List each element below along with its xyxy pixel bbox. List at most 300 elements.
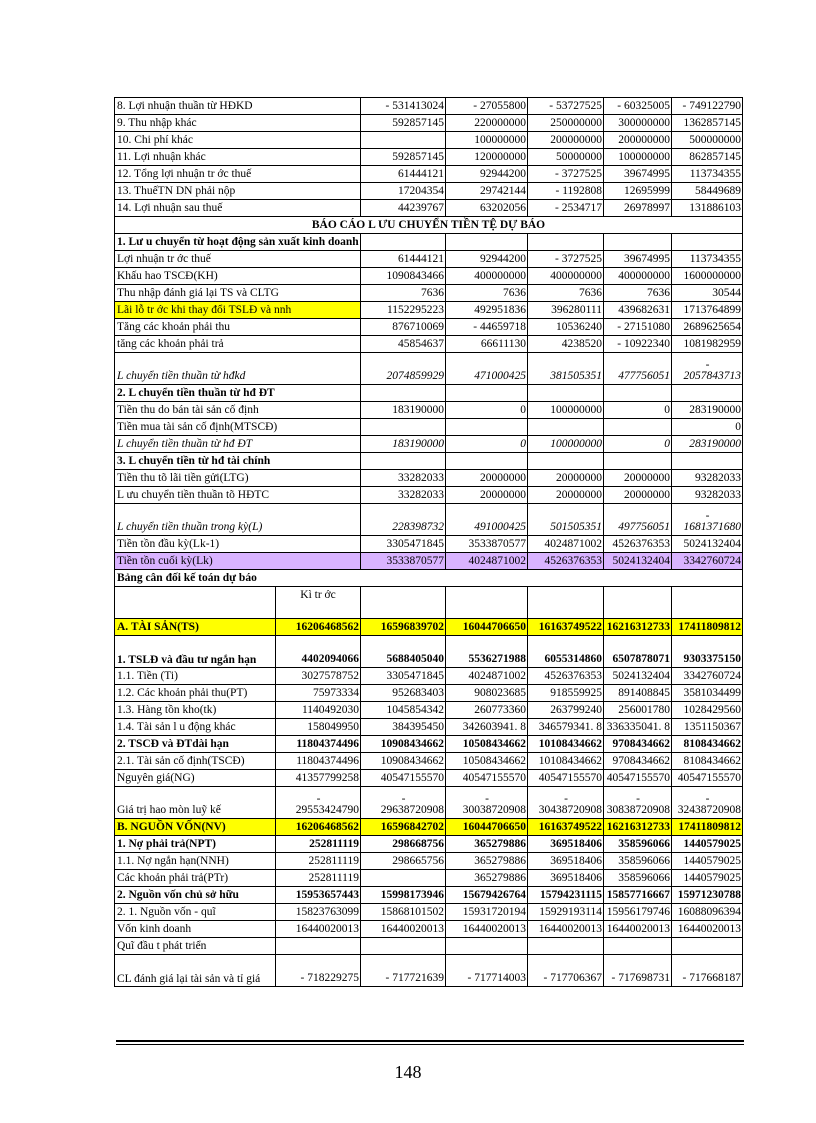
value-cell: 369518406 — [528, 836, 604, 853]
value-cell: 20000000 — [528, 470, 604, 487]
table-row — [115, 668, 743, 685]
table-row — [115, 870, 743, 887]
table-row — [115, 453, 743, 470]
value-cell: 9303375150 — [672, 636, 743, 668]
table-row — [115, 385, 743, 402]
value-cell: 862857145 — [672, 149, 743, 166]
table-row — [115, 536, 743, 553]
value-cell: 20000000 — [528, 487, 604, 504]
value-cell: 12695999 — [604, 183, 672, 200]
value-cell: 0 — [446, 436, 528, 453]
value-cell: 92944200 — [446, 251, 528, 268]
value-cell: 1351150367 — [672, 719, 743, 736]
value-cell: - 717698731 — [604, 955, 672, 987]
row-label: 1.2. Các khoản phải thu(PT) — [115, 685, 276, 702]
table-row — [115, 217, 743, 234]
table-row — [115, 853, 743, 870]
value-cell — [446, 787, 528, 819]
value-text: 2057843713 — [683, 370, 742, 382]
value-cell: 16440020013 — [276, 921, 361, 938]
row-label: Tăng các khoản phải thu — [115, 319, 361, 336]
value-cell: 1090843466 — [361, 268, 446, 285]
value-cell: 501505351 — [528, 504, 604, 536]
value-cell: 298665756 — [361, 853, 446, 870]
value-cell: 3027578752 — [276, 668, 361, 685]
value-cell: 113734355 — [672, 166, 743, 183]
value-cell — [604, 419, 672, 436]
value-cell: 2074859929 — [361, 353, 446, 385]
table-row — [115, 904, 743, 921]
empty-cell — [672, 385, 743, 402]
value-cell: 0 — [672, 419, 743, 436]
value-cell: 1440579025 — [672, 870, 743, 887]
value-cell: 400000000 — [446, 268, 528, 285]
value-cell: 15679426764 — [446, 887, 528, 904]
value-cell: 16163749522 — [528, 819, 604, 836]
value-cell: 61444121 — [361, 166, 446, 183]
empty-cell — [528, 234, 604, 251]
value-cell: - 717714003 — [446, 955, 528, 987]
value-cell: 365279886 — [446, 870, 528, 887]
value-cell: 298668756 — [361, 836, 446, 853]
value-cell: 50000000 — [528, 149, 604, 166]
section-heading: 2. L chuyển tiền thuần từ hđ ĐT — [115, 385, 361, 402]
table-row — [115, 268, 743, 285]
row-label: 1. Nợ phải trả(NPT) — [115, 836, 276, 853]
value-cell: 16044706650 — [446, 819, 528, 836]
row-label: 2. Nguồn vốn chủ sở hữu — [115, 887, 276, 904]
value-cell: 93282033 — [672, 470, 743, 487]
row-label: 14. Lợi nhuận sau thuế — [115, 200, 361, 217]
value-cell: 33282033 — [361, 470, 446, 487]
value-cell: 396280111 — [528, 302, 604, 319]
value-text: 32438720908 — [677, 804, 742, 816]
page-number: 148 — [394, 1062, 422, 1082]
value-cell: 1362857145 — [672, 115, 743, 132]
value-cell: 4402094066 — [276, 636, 361, 668]
value-cell: 15794231115 — [528, 887, 604, 904]
value-cell — [361, 870, 446, 887]
value-cell: 1028429560 — [672, 702, 743, 719]
row-label: Tiền tồn cuối kỳ(Lk) — [115, 553, 361, 570]
row-label: 11. Lợi nhuận khác — [115, 149, 361, 166]
value-cell — [672, 938, 743, 955]
value-cell: 10108434662 — [528, 753, 604, 770]
value-cell: 4238520 — [528, 336, 604, 353]
value-cell: 44239767 — [361, 200, 446, 217]
table-row — [115, 770, 743, 787]
table-row — [115, 685, 743, 702]
value-cell: 45854637 — [361, 336, 446, 353]
value-cell: 283190000 — [672, 436, 743, 453]
table-row — [115, 719, 743, 736]
value-cell: 3533870577 — [361, 553, 446, 570]
value-cell — [361, 938, 446, 955]
value-cell: 66611130 — [446, 336, 528, 353]
value-cell: 365279886 — [446, 853, 528, 870]
value-cell: 592857145 — [361, 115, 446, 132]
footer-rule-thin — [116, 1044, 744, 1045]
value-cell: - 717721639 — [361, 955, 446, 987]
value-cell: 891408845 — [604, 685, 672, 702]
value-cell: 1140492030 — [276, 702, 361, 719]
row-label: Thu nhập đánh giá lại TS và CLTG — [115, 285, 361, 302]
value-cell: 3342760724 — [672, 553, 743, 570]
table-row — [115, 251, 743, 268]
value-cell — [604, 787, 672, 819]
row-label: 1. TSLĐ và đầu tư ngắn hạn — [115, 636, 276, 668]
value-cell: 100000000 — [528, 402, 604, 419]
value-cell: 492951836 — [446, 302, 528, 319]
value-cell: - 10922340 — [604, 336, 672, 353]
value-cell: 9708434662 — [604, 736, 672, 753]
value-cell: 0 — [604, 436, 672, 453]
value-cell: 26978997 — [604, 200, 672, 217]
value-cell: - 44659718 — [446, 319, 528, 336]
value-cell: 92944200 — [446, 166, 528, 183]
value-cell: 17411809812 — [672, 819, 743, 836]
table-row — [115, 487, 743, 504]
table-row — [115, 285, 743, 302]
row-label: Nguyên giá(NG) — [115, 770, 276, 787]
value-cell: 58449689 — [672, 183, 743, 200]
value-cell: 7636 — [361, 285, 446, 302]
row-label: 1.3. Hàng tồn kho(tk) — [115, 702, 276, 719]
value-cell: 358596066 — [604, 870, 672, 887]
value-cell: 6055314860 — [528, 636, 604, 668]
empty-cell — [604, 385, 672, 402]
table-row — [115, 553, 743, 570]
section-heading: 1. Lư u chuyển từ hoạt động sản xuất kinh doanh — [115, 234, 361, 251]
row-label: Tiền tồn đầu kỳ(Lk-1) — [115, 536, 361, 553]
row-label: Quĩ đầu t phát triển — [115, 938, 276, 955]
value-text: 30838720908 — [606, 804, 671, 816]
value-cell: 400000000 — [528, 268, 604, 285]
value-cell: 283190000 — [672, 402, 743, 419]
empty-cell — [446, 234, 528, 251]
balance-sheet-title: Bảng cân đối kế toán dự báo — [115, 570, 743, 587]
value-cell: 183190000 — [361, 436, 446, 453]
dash-mark: - — [564, 793, 568, 805]
table-row — [115, 570, 743, 587]
value-cell: 8108434662 — [672, 736, 743, 753]
value-cell: 16206468562 — [276, 819, 361, 836]
value-cell: 158049950 — [276, 719, 361, 736]
table-row — [115, 938, 743, 955]
value-cell: 40547155570 — [446, 770, 528, 787]
value-cell: 39674995 — [604, 166, 672, 183]
value-cell: 15956179746 — [604, 904, 672, 921]
value-cell: 63202056 — [446, 200, 528, 217]
value-cell: 15953657443 — [276, 887, 361, 904]
table-row — [115, 753, 743, 770]
value-cell: 16206468562 — [276, 619, 361, 636]
value-cell: 5024132404 — [604, 553, 672, 570]
value-cell: 384395450 — [361, 719, 446, 736]
table-row — [115, 200, 743, 217]
empty-cell — [528, 453, 604, 470]
value-cell: 15929193114 — [528, 904, 604, 921]
value-cell: 5688405040 — [361, 636, 446, 668]
value-cell: - 60325005 — [604, 98, 672, 115]
value-cell: 4526376353 — [528, 668, 604, 685]
value-cell: 1440579025 — [672, 836, 743, 853]
value-cell: 16440020013 — [604, 921, 672, 938]
value-cell — [672, 353, 743, 385]
value-cell: 20000000 — [604, 487, 672, 504]
row-label: Khấu hao TSCĐ(KH) — [115, 268, 361, 285]
value-cell: 75973334 — [276, 685, 361, 702]
value-cell: 256001780 — [604, 702, 672, 719]
value-cell: 15857716667 — [604, 887, 672, 904]
table-row — [115, 234, 743, 251]
table-row — [115, 921, 743, 938]
value-cell: 3581034499 — [672, 685, 743, 702]
value-cell: 183190000 — [361, 402, 446, 419]
table-row — [115, 302, 743, 319]
financial-table — [114, 97, 743, 987]
empty-cell — [604, 587, 672, 619]
value-cell: 263799240 — [528, 702, 604, 719]
empty-cell — [361, 453, 446, 470]
value-cell: 16440020013 — [446, 921, 528, 938]
empty-cell — [446, 453, 528, 470]
value-cell: 11804374496 — [276, 736, 361, 753]
value-cell — [361, 419, 446, 436]
dash-mark: - — [401, 793, 406, 805]
value-cell: 11804374496 — [276, 753, 361, 770]
value-cell: 4024871002 — [446, 668, 528, 685]
value-cell: 918559925 — [528, 685, 604, 702]
value-cell: 39674995 — [604, 251, 672, 268]
table-row — [115, 436, 743, 453]
row-label: 1.4. Tài sản l u động khác — [115, 719, 276, 736]
value-cell: - 717668187 — [672, 955, 743, 987]
value-cell: 7636 — [528, 285, 604, 302]
value-cell: - 3727525 — [528, 251, 604, 268]
value-cell: 220000000 — [446, 115, 528, 132]
value-cell: 120000000 — [446, 149, 528, 166]
value-cell: 381505351 — [528, 353, 604, 385]
value-cell: 100000000 — [604, 149, 672, 166]
empty-cell — [528, 385, 604, 402]
table-row — [115, 702, 743, 719]
value-cell: 5024132404 — [604, 668, 672, 685]
value-cell: 93282033 — [672, 487, 743, 504]
value-cell: 17204354 — [361, 183, 446, 200]
empty-cell — [115, 587, 276, 619]
value-cell: 342603941. 8 — [446, 719, 528, 736]
empty-cell — [604, 453, 672, 470]
row-label: L ưu chuyển tiền thuần tõ HĐTC — [115, 487, 361, 504]
row-label: 8. Lợi nhuận thuần từ HĐKD — [115, 98, 361, 115]
row-label: tăng các khoản phải trả — [115, 336, 361, 353]
row-label: 2. 1. Nguồn vốn - quĩ — [115, 904, 276, 921]
empty-cell — [361, 385, 446, 402]
value-cell: 61444121 — [361, 251, 446, 268]
table-row — [115, 819, 743, 836]
row-label: Các khoản phải trả(PTr) — [115, 870, 276, 887]
value-cell — [528, 787, 604, 819]
table-row — [115, 787, 743, 819]
row-label: B. NGUỒN VỐN(NV) — [115, 819, 276, 836]
table-row — [115, 149, 743, 166]
row-label: CL đánh giá lại tài sản và tỉ giá — [115, 955, 276, 987]
value-cell: - 717706367 — [528, 955, 604, 987]
empty-cell — [672, 453, 743, 470]
row-label: Vốn kinh doanh — [115, 921, 276, 938]
table-row — [115, 887, 743, 904]
value-cell: 10908434662 — [361, 753, 446, 770]
empty-cell — [446, 587, 528, 619]
value-cell: 30544 — [672, 285, 743, 302]
row-label: Tiền mua tài sản cố định(MTSCĐ) — [115, 419, 361, 436]
row-label: 2. TSCĐ và ĐTdài hạn — [115, 736, 276, 753]
empty-cell — [672, 234, 743, 251]
value-text: 29638720908 — [380, 804, 445, 816]
empty-cell — [361, 587, 446, 619]
row-label: 13. ThuếTN DN phải nộp — [115, 183, 361, 200]
table-row — [115, 166, 743, 183]
value-cell: 15823763099 — [276, 904, 361, 921]
value-cell: 0 — [446, 402, 528, 419]
column-header: Kì tr ớc — [276, 587, 361, 619]
value-cell — [672, 787, 743, 819]
value-cell: 252811119 — [276, 853, 361, 870]
value-cell: 40547155570 — [528, 770, 604, 787]
table-row — [115, 132, 743, 149]
row-label: 2.1. Tài sản cố định(TSCĐ) — [115, 753, 276, 770]
table-row — [115, 402, 743, 419]
value-cell: 1152295223 — [361, 302, 446, 319]
value-cell: 358596066 — [604, 853, 672, 870]
value-cell: 250000000 — [528, 115, 604, 132]
value-cell: 8108434662 — [672, 753, 743, 770]
row-label: 1.1. Nợ ngắn hạn(NNH) — [115, 853, 276, 870]
value-cell — [528, 938, 604, 955]
table-row — [115, 619, 743, 636]
table-row — [115, 736, 743, 753]
dash-mark: - — [485, 793, 489, 805]
value-cell: 439682631 — [604, 302, 672, 319]
value-cell: 497756051 — [604, 504, 672, 536]
value-cell: 20000000 — [446, 487, 528, 504]
value-cell — [361, 787, 446, 819]
value-cell: 3305471845 — [361, 536, 446, 553]
row-label: L chuyển tiền thuần từ hđ ĐT — [115, 436, 361, 453]
value-cell: 200000000 — [528, 132, 604, 149]
value-cell: 16440020013 — [528, 921, 604, 938]
value-cell: 100000000 — [528, 436, 604, 453]
dash-mark: - — [705, 510, 710, 522]
dash-mark: - — [705, 359, 710, 371]
value-cell: 17411809812 — [672, 619, 743, 636]
value-cell: 20000000 — [446, 470, 528, 487]
value-cell: 15998173946 — [361, 887, 446, 904]
empty-cell — [361, 234, 446, 251]
row-label: A. TÀI SẢN(TS) — [115, 619, 276, 636]
value-cell — [528, 419, 604, 436]
value-cell — [276, 787, 361, 819]
dash-mark: - — [316, 793, 321, 805]
value-text: 30438720908 — [538, 804, 603, 816]
value-cell: - 27055800 — [446, 98, 528, 115]
value-cell: 20000000 — [604, 470, 672, 487]
value-cell — [672, 504, 743, 536]
value-cell: 4526376353 — [528, 553, 604, 570]
table-row — [115, 470, 743, 487]
value-cell: 5024132404 — [672, 536, 743, 553]
value-cell: 40547155570 — [672, 770, 743, 787]
value-cell: 228398732 — [361, 504, 446, 536]
value-cell: 15971230788 — [672, 887, 743, 904]
table-row — [115, 115, 743, 132]
value-cell: 5536271988 — [446, 636, 528, 668]
value-cell: 15931720194 — [446, 904, 528, 921]
value-cell: 4024871002 — [446, 553, 528, 570]
value-cell: - 718229275 — [276, 955, 361, 987]
value-cell: 876710069 — [361, 319, 446, 336]
value-text: 29553424790 — [295, 804, 360, 816]
row-label: Lãi lỗ tr ớc khi thay đổi TSLĐ và nnh — [115, 302, 361, 319]
value-cell: 16596839702 — [361, 619, 446, 636]
value-cell: 369518406 — [528, 870, 604, 887]
value-cell: 3305471845 — [361, 668, 446, 685]
value-cell: 1440579025 — [672, 853, 743, 870]
empty-cell — [446, 385, 528, 402]
value-cell: 252811119 — [276, 836, 361, 853]
value-cell: 300000000 — [604, 115, 672, 132]
value-cell: 10908434662 — [361, 736, 446, 753]
value-cell: 358596066 — [604, 836, 672, 853]
value-cell: 10536240 — [528, 319, 604, 336]
row-label: Lợi nhuận tr ớc thuế — [115, 251, 361, 268]
value-cell: 0 — [604, 402, 672, 419]
value-cell: 4526376353 — [604, 536, 672, 553]
value-cell: 7636 — [604, 285, 672, 302]
value-cell: - 749122790 — [672, 98, 743, 115]
row-label: Giá trị hao mòn luỹ kế — [115, 787, 276, 819]
table-row — [115, 587, 743, 619]
value-cell: 1045854342 — [361, 702, 446, 719]
value-cell: - 1192808 — [528, 183, 604, 200]
value-cell: 500000000 — [672, 132, 743, 149]
value-cell: 10508434662 — [446, 753, 528, 770]
section-heading: 3. L chuyển tiền từ hđ tài chính — [115, 453, 361, 470]
empty-cell — [672, 587, 743, 619]
value-cell: 252811119 — [276, 870, 361, 887]
value-cell: 16596842702 — [361, 819, 446, 836]
value-cell: 41357799258 — [276, 770, 361, 787]
value-cell: 15868101502 — [361, 904, 446, 921]
dash-mark: - — [636, 793, 640, 805]
value-cell: 6507878071 — [604, 636, 672, 668]
value-text: 1681371680 — [683, 521, 742, 533]
table-row — [115, 836, 743, 853]
value-cell — [446, 938, 528, 955]
value-cell: 10508434662 — [446, 736, 528, 753]
value-cell — [446, 419, 528, 436]
value-cell: 16216312733 — [604, 619, 672, 636]
table-row — [115, 183, 743, 200]
value-cell: 10108434662 — [528, 736, 604, 753]
value-cell: 131886103 — [672, 200, 743, 217]
value-cell: - 27151080 — [604, 319, 672, 336]
value-cell: 260773360 — [446, 702, 528, 719]
value-cell — [604, 938, 672, 955]
value-cell: 100000000 — [446, 132, 528, 149]
value-cell — [361, 132, 446, 149]
